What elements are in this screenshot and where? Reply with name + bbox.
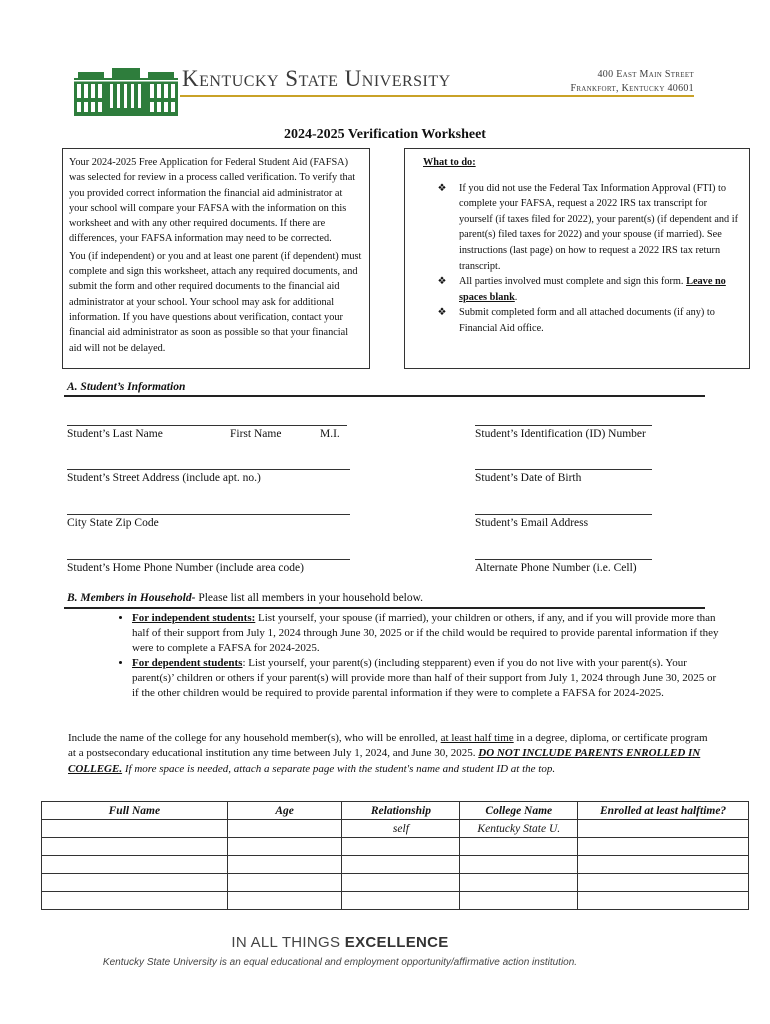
table-header-row [42, 802, 749, 820]
household-members-table [41, 801, 749, 910]
section-a-title: A. Student’s Information [67, 381, 186, 393]
todo-item [413, 274, 741, 305]
student-id-label: Student’s Identification (ID) Number [475, 428, 646, 440]
city-state-zip-label: City State Zip Code [67, 517, 159, 529]
diamond-bullet-icon: ❖ [437, 182, 447, 194]
todo-item-text: Submit completed form and all attached documents (if any) to Financial Aid office. [459, 307, 715, 334]
footer-eeo-statement: Kentucky State University is an equal educational and employment opportunity/affirmative action institution. [102, 957, 578, 968]
table-cell[interactable] [42, 874, 228, 892]
table-cell[interactable] [460, 874, 578, 892]
street-address-label: Student’s Street Address (include apt. no.) [67, 472, 261, 484]
diamond-bullet-icon: ❖ [437, 307, 447, 319]
leave-no-blank-emphasis: Leave no spaces blank [459, 276, 726, 303]
table-row [42, 856, 749, 874]
table-cell[interactable] [460, 856, 578, 874]
table-cell[interactable] [227, 820, 342, 838]
table-cell[interactable]: Kentucky State U. [460, 820, 578, 838]
table-cell[interactable] [578, 856, 749, 874]
middle-initial-label: M.I. [320, 428, 340, 440]
header-divider [180, 95, 694, 97]
table-row [42, 838, 749, 856]
last-name-input[interactable] [67, 425, 347, 426]
table-cell[interactable] [460, 838, 578, 856]
section-a-rule [64, 395, 705, 397]
todo-item-text: All parties involved must complete and sign this form. Leave no spaces blank. [459, 276, 726, 303]
table-cell[interactable] [42, 856, 228, 874]
student-id-input[interactable] [475, 425, 652, 426]
list-item: • For dependent students: List yourself, your parent(s) (including stepparent) even if you do not live with your parent(s). Your parent(s)’ children or others if your parent(s) will provide more than half of their support from July 1, 2024 through June 30, 2025 or if the other children would be required to provide parental information if they were to complete a FAFSA for 2024-2025. [132, 656, 722, 701]
table-cell[interactable] [42, 838, 228, 856]
column-header-college-name: College Name [460, 802, 578, 820]
intro-paragraph-2: You (if independent) or you and at least one parent (if dependent) must complete and sign this worksheet, attach any required documents, and submit the form and other required documents to the financial aid administrator at your school. Your school may ask for additional information. If you have questions about verification, contact your financial aid administrator as soon as possible so that your financial aid will not be delayed. [69, 250, 362, 354]
table-cell[interactable] [578, 874, 749, 892]
intro-paragraph-1: Your 2024-2025 Free Application for Federal Student Aid (FAFSA) was selected for review in a process called verification. To verify that you provided correct information the financial aid administrator at your school will compare your FAFSA with the information on this worksheet and with any other required documents. If there are differences, your FAFSA information may need to be corrected. [69, 157, 356, 245]
table-cell[interactable] [342, 838, 460, 856]
table-cell[interactable] [227, 856, 342, 874]
todo-item [413, 181, 741, 275]
todo-item-text: If you did not use the Federal Tax Information Approval (FTI) to complete your FAFSA, request a 2022 IRS tax transcript for yourself (if taxes filed for 2022), your parent(s) (if dependent and if parent(s) filed taxes for 2022) and your spouse (if married). See instructions (last page) on how to request a 2022 IRS tax return transcript. [459, 182, 739, 272]
diamond-bullet-icon: ❖ [437, 276, 447, 288]
table-cell[interactable] [460, 892, 578, 910]
todo-item [413, 305, 741, 336]
column-header-enrolled: Enrolled at least halftime? [578, 802, 749, 820]
table-row [42, 874, 749, 892]
column-header-age: Age [227, 802, 342, 820]
alternate-phone-label: Alternate Phone Number (i.e. Cell) [475, 562, 637, 574]
intro-box [62, 148, 370, 369]
what-to-do-box [404, 148, 750, 369]
home-phone-label: Student’s Home Phone Number (include area code) [67, 562, 304, 574]
city-state-zip-input[interactable] [67, 514, 350, 515]
university-address [570, 68, 694, 96]
table-row [42, 892, 749, 910]
address-line-1: 400 East Main Street [597, 69, 694, 80]
table-cell[interactable] [342, 856, 460, 874]
do-not-include-parents-warning: DO NOT INCLUDE PARENTS ENROLLED IN COLLEGE. [68, 747, 701, 775]
column-header-relationship: Relationship [342, 802, 460, 820]
include-college-paragraph: Include the name of the college for any household member(s), who will be enrolled, at least half time in a degree, diploma, or certificate program at a postsecondary educational institution any time between July 1, 2024, and June 30, 2025. DO NOT INCLUDE PARENTS ENROLLED IN COLLEGE. If more space is needed, attach a separate page with the student's name and student ID at the top. [68, 732, 708, 775]
table-cell[interactable] [227, 874, 342, 892]
first-name-label: First Name [230, 428, 282, 440]
home-phone-input[interactable] [67, 559, 350, 560]
section-b-rule [64, 607, 705, 609]
section-b-title: B. Members in Household- Please list all members in your household below. [67, 592, 424, 604]
email-input[interactable] [475, 514, 652, 515]
last-name-label: Student’s Last Name [67, 428, 163, 440]
footer-motto: IN ALL THINGS EXCELLENCE [231, 934, 449, 951]
university-name: Kentucky State University [182, 66, 451, 91]
household-instructions-list [108, 611, 722, 701]
table-cell[interactable] [342, 892, 460, 910]
date-of-birth-input[interactable] [475, 469, 652, 470]
table-cell[interactable] [342, 874, 460, 892]
address-line-2: Frankfort, Kentucky 40601 [570, 83, 694, 94]
table-cell[interactable]: self [342, 820, 460, 838]
table-cell[interactable] [42, 820, 228, 838]
what-to-do-title: What to do: [423, 157, 476, 168]
table-cell[interactable] [227, 838, 342, 856]
column-header-full-name: Full Name [42, 802, 228, 820]
email-label: Student’s Email Address [475, 517, 589, 529]
street-address-input[interactable] [67, 469, 350, 470]
table-cell[interactable] [42, 892, 228, 910]
table-cell[interactable] [578, 838, 749, 856]
university-building-logo-icon [74, 68, 178, 116]
list-item: • For independent students: List yourself, your spouse (if married), your children or others, if any, and if you will provide more than half of their support from July 1, 2024 through June 30, 2025 or if the child would be required to provide parental information if they were to complete a FAFSA for 2024-2025. [132, 611, 722, 656]
table-cell[interactable] [227, 892, 342, 910]
alternate-phone-input[interactable] [475, 559, 652, 560]
date-of-birth-label: Student’s Date of Birth [475, 472, 582, 484]
worksheet-title: 2024-2025 Verification Worksheet [284, 127, 486, 142]
table-cell[interactable] [578, 820, 749, 838]
table-cell[interactable] [578, 892, 749, 910]
table-row [42, 820, 749, 838]
